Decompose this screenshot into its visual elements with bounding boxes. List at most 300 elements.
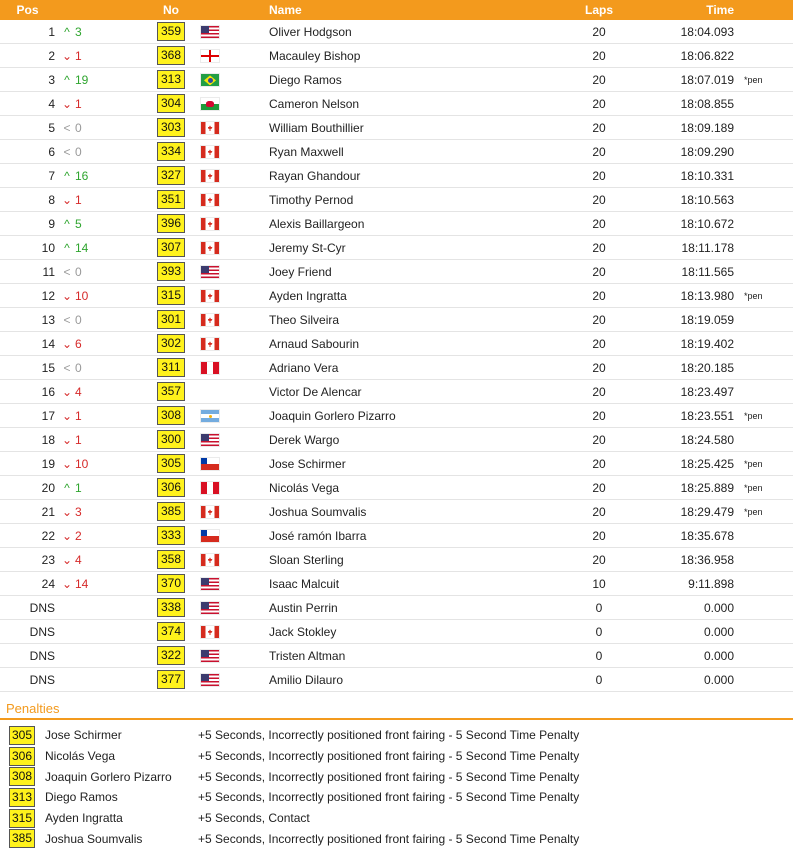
flag-cell xyxy=(201,188,266,212)
position-cell: 3 xyxy=(0,68,55,92)
flag-arg-icon xyxy=(201,410,219,422)
rider-name[interactable]: Rayan Ghandour xyxy=(266,164,569,188)
bib-number-badge[interactable]: 322 xyxy=(157,646,185,665)
penalty-bib-badge[interactable]: 385 xyxy=(9,829,35,848)
flag-can-icon xyxy=(201,506,219,518)
results-body xyxy=(0,20,793,692)
position-change-cell xyxy=(55,668,141,692)
flag-cell xyxy=(201,500,266,524)
penalty-rider-name[interactable]: Ayden Ingratta xyxy=(45,811,123,826)
bib-number-badge[interactable]: 304 xyxy=(157,94,185,113)
position-change-value: 5 xyxy=(75,216,82,231)
bib-cell xyxy=(141,308,201,332)
table-row[interactable] xyxy=(0,452,793,476)
bib-cell xyxy=(141,404,201,428)
position-cell: 8 xyxy=(0,188,55,212)
position-change-value: 0 xyxy=(75,120,82,135)
time-cell: 9:11.898 xyxy=(629,572,738,596)
time-cell: 18:23.551 xyxy=(629,404,738,428)
table-row[interactable] xyxy=(0,116,793,140)
bib-cell xyxy=(141,548,201,572)
table-row[interactable] xyxy=(0,164,793,188)
position-change-value: 10 xyxy=(75,288,89,303)
rider-name[interactable]: Jack Stokley xyxy=(266,620,569,644)
position-change-cell xyxy=(55,620,141,644)
flag-cell xyxy=(201,92,266,116)
flag-can-icon xyxy=(201,242,219,254)
position-change xyxy=(61,553,82,567)
position-change xyxy=(61,409,82,423)
penalty-row xyxy=(0,725,793,746)
table-row[interactable] xyxy=(0,428,793,452)
penalty-description: +5 Seconds, Incorrectly positioned front fairing - 5 Second Time Penalty xyxy=(198,769,580,784)
flag-can-icon xyxy=(201,194,219,206)
laps-cell: 20 xyxy=(569,428,629,452)
position-cell: 10 xyxy=(0,236,55,260)
arrow-down-icon: ⌄ xyxy=(61,336,73,351)
time-cell: 18:06.822 xyxy=(629,44,738,68)
time-cell: 0.000 xyxy=(629,644,738,668)
bib-number-badge[interactable]: 334 xyxy=(157,142,185,161)
position-cell: 11 xyxy=(0,260,55,284)
position-change-value: 1 xyxy=(75,480,82,495)
position-change xyxy=(61,577,88,591)
flag-can-icon xyxy=(201,338,219,350)
rider-name[interactable]: Oliver Hodgson xyxy=(266,20,569,44)
rider-name[interactable]: Cameron Nelson xyxy=(266,92,569,116)
table-row[interactable] xyxy=(0,500,793,524)
rider-name[interactable]: José ramón Ibarra xyxy=(266,524,569,548)
table-row[interactable] xyxy=(0,596,793,620)
rider-name[interactable]: Sloan Sterling xyxy=(266,548,569,572)
rider-name[interactable]: Jeremy St-Cyr xyxy=(266,236,569,260)
header-name[interactable]: Name xyxy=(266,0,569,20)
table-row[interactable] xyxy=(0,380,793,404)
laps-cell: 0 xyxy=(569,620,629,644)
penalty-marker: *pen xyxy=(738,500,793,524)
position-change-cell xyxy=(55,380,141,404)
bib-number-badge[interactable]: 305 xyxy=(157,454,185,473)
penalty-marker xyxy=(738,356,793,380)
table-row[interactable] xyxy=(0,548,793,572)
bib-number-badge[interactable]: 359 xyxy=(157,22,185,41)
table-row[interactable] xyxy=(0,20,793,44)
time-cell: 18:10.672 xyxy=(629,212,738,236)
time-cell: 18:23.497 xyxy=(629,380,738,404)
position-change-cell xyxy=(55,140,141,164)
penalty-marker xyxy=(738,260,793,284)
table-row[interactable] xyxy=(0,356,793,380)
bib-number-badge[interactable]: 311 xyxy=(157,358,185,377)
position-cell: 22 xyxy=(0,524,55,548)
bib-number-badge[interactable]: 307 xyxy=(157,238,185,257)
penalty-marker xyxy=(738,620,793,644)
penalty-marker xyxy=(738,380,793,404)
bib-number-badge[interactable]: 313 xyxy=(157,70,185,89)
position-change-cell xyxy=(55,476,141,500)
laps-cell: 20 xyxy=(569,524,629,548)
table-row[interactable] xyxy=(0,284,793,308)
penalty-marker xyxy=(738,140,793,164)
bib-number-badge[interactable]: 303 xyxy=(157,118,185,137)
position-cell: 4 xyxy=(0,92,55,116)
flag-can-icon xyxy=(201,170,219,182)
rider-name[interactable]: Arnaud Sabourin xyxy=(266,332,569,356)
header-change xyxy=(55,0,141,20)
position-change-cell xyxy=(55,332,141,356)
penalty-marker: *pen xyxy=(738,452,793,476)
position-cell: 16 xyxy=(0,380,55,404)
time-cell: 18:10.331 xyxy=(629,164,738,188)
rider-name[interactable]: Amilio Dilauro xyxy=(266,668,569,692)
flag-cell xyxy=(201,356,266,380)
flag-cell xyxy=(201,548,266,572)
penalty-row xyxy=(0,746,793,767)
table-row[interactable] xyxy=(0,332,793,356)
position-change-value: 6 xyxy=(75,336,82,351)
arrow-down-icon: ⌄ xyxy=(61,408,73,423)
rider-name[interactable]: Alexis Baillargeon xyxy=(266,212,569,236)
time-cell: 18:11.565 xyxy=(629,260,738,284)
penalty-bib-badge[interactable]: 313 xyxy=(9,788,35,807)
flag-cell xyxy=(201,20,266,44)
rider-name[interactable]: Ryan Maxwell xyxy=(266,140,569,164)
rider-name[interactable]: Timothy Pernod xyxy=(266,188,569,212)
table-row[interactable] xyxy=(0,476,793,500)
table-row[interactable] xyxy=(0,524,793,548)
position-change xyxy=(61,73,88,87)
flag-cell xyxy=(201,524,266,548)
flag-can-icon xyxy=(201,122,219,134)
position-cell: DNS xyxy=(0,620,55,644)
bib-number-badge[interactable]: 370 xyxy=(157,574,185,593)
table-row[interactable] xyxy=(0,92,793,116)
position-change xyxy=(61,169,88,183)
penalty-marker xyxy=(738,44,793,68)
penalty-marker xyxy=(738,572,793,596)
bib-cell xyxy=(141,236,201,260)
rider-name[interactable]: Jose Schirmer xyxy=(266,452,569,476)
penalty-rider-name[interactable]: Diego Ramos xyxy=(45,790,118,805)
flag-cell xyxy=(201,620,266,644)
position-change-cell xyxy=(55,308,141,332)
time-cell: 18:24.580 xyxy=(629,428,738,452)
arrow-down-icon: ⌄ xyxy=(61,528,73,543)
flag-cell xyxy=(201,644,266,668)
bib-cell xyxy=(141,140,201,164)
flag-cell xyxy=(201,380,266,404)
position-change-value: 14 xyxy=(75,576,89,591)
bib-number-badge[interactable]: 377 xyxy=(157,670,185,689)
position-change-value: 10 xyxy=(75,456,89,471)
position-cell: DNS xyxy=(0,668,55,692)
position-change xyxy=(61,433,82,447)
laps-cell: 20 xyxy=(569,20,629,44)
penalty-description: +5 Seconds, Incorrectly positioned front fairing - 5 Second Time Penalty xyxy=(198,831,580,846)
bib-number-badge[interactable]: 338 xyxy=(157,598,185,617)
arrow-left-icon: < xyxy=(63,360,71,375)
time-cell: 18:09.189 xyxy=(629,116,738,140)
penalty-rider-name[interactable]: Jose Schirmer xyxy=(45,728,122,743)
bib-cell xyxy=(141,500,201,524)
bib-cell xyxy=(141,620,201,644)
position-change-value: 1 xyxy=(75,48,82,63)
rider-name[interactable]: Derek Wargo xyxy=(266,428,569,452)
flag-per-icon xyxy=(201,362,219,374)
bib-number-badge[interactable]: 368 xyxy=(157,46,185,65)
table-row[interactable] xyxy=(0,260,793,284)
position-change-value: 3 xyxy=(75,504,82,519)
penalty-marker: *pen xyxy=(738,404,793,428)
header-time[interactable]: Time xyxy=(629,0,738,20)
penalty-row xyxy=(0,808,793,829)
position-change-cell xyxy=(55,260,141,284)
table-row[interactable] xyxy=(0,308,793,332)
laps-cell: 20 xyxy=(569,284,629,308)
penalty-row xyxy=(0,828,793,849)
rider-name[interactable]: Isaac Malcuit xyxy=(266,572,569,596)
bib-number-badge[interactable]: 333 xyxy=(157,526,185,545)
table-row[interactable] xyxy=(0,620,793,644)
penalty-marker xyxy=(738,428,793,452)
rider-name[interactable]: Nicolás Vega xyxy=(266,476,569,500)
penalty-description: +5 Seconds, Incorrectly positioned front fairing - 5 Second Time Penalty xyxy=(198,749,580,764)
arrow-up-icon: ^ xyxy=(64,24,70,39)
table-row[interactable] xyxy=(0,644,793,668)
position-change-value: 0 xyxy=(75,360,82,375)
flag-can-icon xyxy=(201,626,219,638)
position-cell: 19 xyxy=(0,452,55,476)
rider-name[interactable]: Joaquin Gorlero Pizarro xyxy=(266,404,569,428)
header-no[interactable]: No xyxy=(141,0,201,20)
penalty-marker xyxy=(738,644,793,668)
bib-number-badge[interactable]: 357 xyxy=(157,382,185,401)
position-change-cell xyxy=(55,404,141,428)
table-row[interactable] xyxy=(0,68,793,92)
position-change-value: 4 xyxy=(75,384,82,399)
penalty-description: +5 Seconds, Contact xyxy=(198,811,310,826)
position-change-value: 19 xyxy=(75,72,89,87)
penalty-bib-badge[interactable]: 305 xyxy=(9,726,35,745)
position-cell: 6 xyxy=(0,140,55,164)
bib-cell xyxy=(141,428,201,452)
laps-cell: 20 xyxy=(569,380,629,404)
rider-name[interactable]: Victor De Alencar xyxy=(266,380,569,404)
table-row[interactable] xyxy=(0,140,793,164)
arrow-up-icon: ^ xyxy=(64,240,70,255)
rider-name[interactable]: Adriano Vera xyxy=(266,356,569,380)
penalty-marker xyxy=(738,332,793,356)
flag-usa-icon xyxy=(201,602,219,614)
rider-name[interactable]: Joshua Soumvalis xyxy=(266,500,569,524)
position-change-cell xyxy=(55,428,141,452)
time-cell: 18:36.958 xyxy=(629,548,738,572)
penalty-marker xyxy=(738,164,793,188)
arrow-left-icon: < xyxy=(63,120,71,135)
arrow-down-icon: ⌄ xyxy=(61,576,73,591)
position-cell: 24 xyxy=(0,572,55,596)
laps-cell: 20 xyxy=(569,140,629,164)
laps-cell: 20 xyxy=(569,500,629,524)
position-change-cell xyxy=(55,596,141,620)
position-change xyxy=(61,289,88,303)
bib-number-badge[interactable]: 374 xyxy=(157,622,185,641)
position-change-cell xyxy=(55,92,141,116)
arrow-up-icon: ^ xyxy=(64,72,70,87)
position-change-cell xyxy=(55,356,141,380)
position-change-cell xyxy=(55,44,141,68)
header-pos[interactable]: Pos xyxy=(0,0,55,20)
flag-usa-icon xyxy=(201,674,219,686)
bib-number-badge[interactable]: 396 xyxy=(157,214,185,233)
position-change xyxy=(61,337,82,351)
flag-cell xyxy=(201,284,266,308)
position-change-value: 16 xyxy=(75,168,89,183)
arrow-down-icon: ⌄ xyxy=(61,96,73,111)
penalty-bib-badge[interactable]: 315 xyxy=(9,809,35,828)
position-cell: 17 xyxy=(0,404,55,428)
laps-cell: 20 xyxy=(569,188,629,212)
penalties-list xyxy=(0,725,793,849)
rider-name[interactable]: Macauley Bishop xyxy=(266,44,569,68)
time-cell: 18:25.425 xyxy=(629,452,738,476)
time-cell: 18:20.185 xyxy=(629,356,738,380)
table-row[interactable] xyxy=(0,668,793,692)
bib-number-badge[interactable]: 306 xyxy=(157,478,185,497)
laps-cell: 10 xyxy=(569,572,629,596)
bib-number-badge[interactable]: 327 xyxy=(157,166,185,185)
bib-number-badge[interactable]: 301 xyxy=(157,310,185,329)
arrow-down-icon: ⌄ xyxy=(61,456,73,471)
position-change-value: 4 xyxy=(75,552,82,567)
rider-name[interactable]: Austin Perrin xyxy=(266,596,569,620)
penalties-divider xyxy=(0,718,793,720)
rider-name[interactable]: William Bouthillier xyxy=(266,116,569,140)
bib-number-badge[interactable]: 315 xyxy=(157,286,185,305)
flag-chl-icon xyxy=(201,530,219,542)
arrow-up-icon: ^ xyxy=(64,168,70,183)
flag-cell xyxy=(201,260,266,284)
rider-name[interactable]: Theo Silveira xyxy=(266,308,569,332)
laps-cell: 0 xyxy=(569,668,629,692)
position-cell: DNS xyxy=(0,644,55,668)
arrow-down-icon: ⌄ xyxy=(61,48,73,63)
penalties-title: Penalties xyxy=(6,701,60,716)
penalty-bib-badge[interactable]: 308 xyxy=(9,767,35,786)
header-flag xyxy=(201,0,266,20)
bib-number-badge[interactable]: 358 xyxy=(157,550,185,569)
rider-name[interactable]: Joey Friend xyxy=(266,260,569,284)
flag-usa-icon xyxy=(201,26,219,38)
bib-number-badge[interactable]: 308 xyxy=(157,406,185,425)
position-cell: 9 xyxy=(0,212,55,236)
position-cell: 21 xyxy=(0,500,55,524)
bib-cell xyxy=(141,332,201,356)
flag-can-icon xyxy=(201,314,219,326)
bib-cell xyxy=(141,116,201,140)
bib-cell xyxy=(141,20,201,44)
table-row[interactable] xyxy=(0,44,793,68)
time-cell: 18:25.889 xyxy=(629,476,738,500)
time-cell: 18:29.479 xyxy=(629,500,738,524)
penalty-bib-badge[interactable]: 306 xyxy=(9,747,35,766)
table-row[interactable] xyxy=(0,212,793,236)
penalty-rider-name[interactable]: Nicolás Vega xyxy=(45,749,116,764)
position-cell: 15 xyxy=(0,356,55,380)
position-change-cell xyxy=(55,572,141,596)
bib-number-badge[interactable]: 302 xyxy=(157,334,185,353)
position-change-cell xyxy=(55,164,141,188)
penalty-marker: *pen xyxy=(738,284,793,308)
laps-cell: 20 xyxy=(569,44,629,68)
penalty-rider-name[interactable]: Joshua Soumvalis xyxy=(45,831,143,846)
flag-can-icon xyxy=(201,554,219,566)
flag-cell xyxy=(201,116,266,140)
position-change xyxy=(61,265,82,279)
rider-name[interactable]: Diego Ramos xyxy=(266,68,569,92)
position-change-cell xyxy=(55,644,141,668)
laps-cell: 20 xyxy=(569,116,629,140)
time-cell: 18:09.290 xyxy=(629,140,738,164)
position-change-cell xyxy=(55,20,141,44)
header-laps[interactable]: Laps xyxy=(569,0,629,20)
table-row[interactable] xyxy=(0,404,793,428)
bib-cell xyxy=(141,44,201,68)
position-change-cell xyxy=(55,188,141,212)
time-cell: 18:19.059 xyxy=(629,308,738,332)
bib-cell xyxy=(141,68,201,92)
time-cell: 18:07.019 xyxy=(629,68,738,92)
rider-name[interactable]: Ayden Ingratta xyxy=(266,284,569,308)
table-row[interactable] xyxy=(0,188,793,212)
flag-cell xyxy=(201,332,266,356)
laps-cell: 0 xyxy=(569,596,629,620)
position-cell: 5 xyxy=(0,116,55,140)
flag-per-icon xyxy=(201,482,219,494)
bib-number-badge[interactable]: 385 xyxy=(157,502,185,521)
arrow-left-icon: < xyxy=(63,264,71,279)
bib-number-badge[interactable]: 300 xyxy=(157,430,185,449)
bib-cell xyxy=(141,356,201,380)
arrow-down-icon: ⌄ xyxy=(61,192,73,207)
flag-cell xyxy=(201,44,266,68)
position-cell: DNS xyxy=(0,596,55,620)
laps-cell: 20 xyxy=(569,452,629,476)
position-change xyxy=(61,49,82,63)
results-header-row xyxy=(0,0,793,20)
position-change xyxy=(61,25,82,39)
laps-cell: 20 xyxy=(569,212,629,236)
bib-cell xyxy=(141,668,201,692)
bib-number-badge[interactable]: 393 xyxy=(157,262,185,281)
penalty-rider-name[interactable]: Joaquin Gorlero Pizarro xyxy=(45,769,172,784)
position-change xyxy=(61,529,82,543)
laps-cell: 20 xyxy=(569,260,629,284)
time-cell: 18:08.855 xyxy=(629,92,738,116)
bib-cell xyxy=(141,644,201,668)
arrow-left-icon: < xyxy=(63,312,71,327)
table-row[interactable] xyxy=(0,572,793,596)
table-row[interactable] xyxy=(0,236,793,260)
header-pen xyxy=(738,0,793,20)
time-cell: 18:19.402 xyxy=(629,332,738,356)
penalty-marker xyxy=(738,524,793,548)
position-change xyxy=(61,385,82,399)
laps-cell: 20 xyxy=(569,356,629,380)
position-change xyxy=(61,217,82,231)
rider-name[interactable]: Tristen Altman xyxy=(266,644,569,668)
bib-number-badge[interactable]: 351 xyxy=(157,190,185,209)
